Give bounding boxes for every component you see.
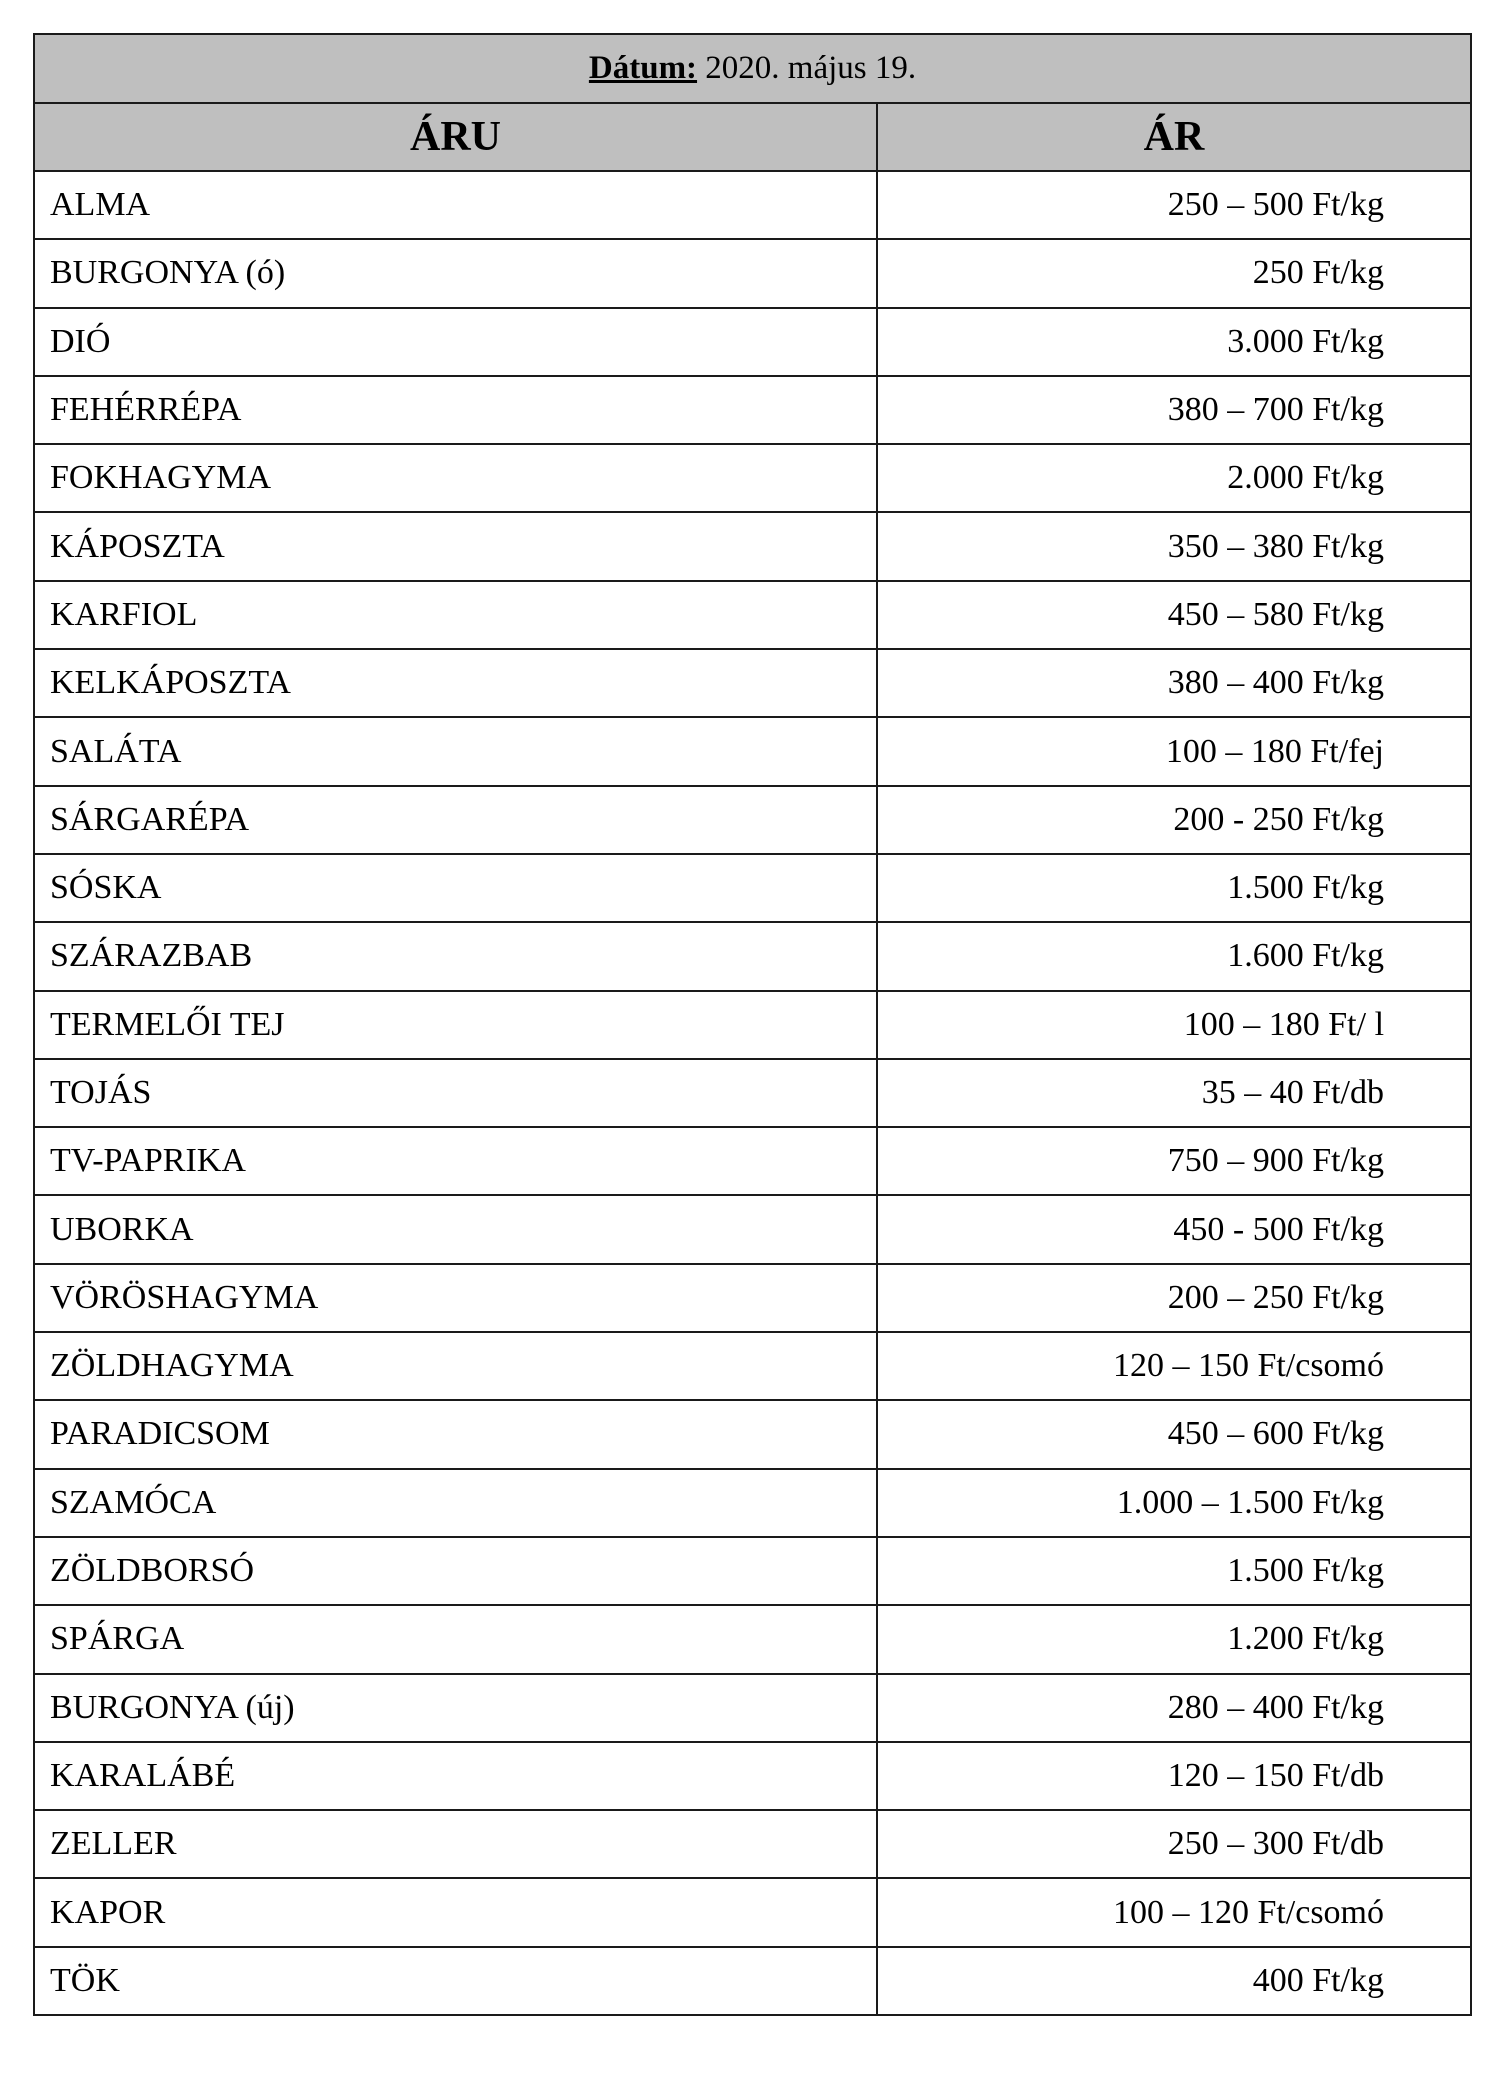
table-row [34,1742,1471,1810]
table-row [34,1810,1471,1878]
table-row [34,991,1471,1059]
price-cell: 380 – 700 Ft/kg [877,376,1471,444]
price-cell: 280 – 400 Ft/kg [877,1674,1471,1742]
table-row [34,1400,1471,1468]
table-row [34,1878,1471,1946]
table-row [34,1332,1471,1400]
item-name-cell: KÁPOSZTA [34,512,877,580]
price-cell: 250 Ft/kg [877,239,1471,307]
item-name-cell: FEHÉRRÉPA [34,376,877,444]
item-name-cell: SPÁRGA [34,1605,877,1673]
price-cell: 750 – 900 Ft/kg [877,1127,1471,1195]
price-cell: 3.000 Ft/kg [877,308,1471,376]
price-cell: 100 – 120 Ft/csomó [877,1878,1471,1946]
table-row [34,786,1471,854]
item-name-cell: ALMA [34,171,877,239]
item-name-cell: SÁRGARÉPA [34,786,877,854]
price-cell: 35 – 40 Ft/db [877,1059,1471,1127]
item-name-cell: KAPOR [34,1878,877,1946]
column-header-item: ÁRU [34,103,877,171]
item-name-cell: SZÁRAZBAB [34,922,877,990]
column-header-price: ÁR [877,103,1471,171]
table-row [34,1674,1471,1742]
price-cell: 450 – 580 Ft/kg [877,581,1471,649]
date-header-row [34,34,1471,103]
price-cell: 1.200 Ft/kg [877,1605,1471,1673]
table-row [34,581,1471,649]
item-name-cell: FOKHAGYMA [34,444,877,512]
table-row [34,1127,1471,1195]
item-name-cell: TÖK [34,1947,877,2015]
item-name-cell: BURGONYA (ó) [34,239,877,307]
table-row [34,1264,1471,1332]
item-name-cell: SÓSKA [34,854,877,922]
date-value: 2020. május 19. [697,50,917,86]
table-row [34,376,1471,444]
table-row [34,1059,1471,1127]
item-name-cell: ZELLER [34,1810,877,1878]
table-row [34,1947,1471,2015]
item-name-cell: DIÓ [34,308,877,376]
price-cell: 250 – 300 Ft/db [877,1810,1471,1878]
table-row [34,512,1471,580]
price-cell: 250 – 500 Ft/kg [877,171,1471,239]
item-name-cell: PARADICSOM [34,1400,877,1468]
price-cell: 450 – 600 Ft/kg [877,1400,1471,1468]
price-cell: 400 Ft/kg [877,1947,1471,2015]
item-name-cell: SALÁTA [34,717,877,785]
price-table [33,33,1472,2016]
table-row [34,171,1471,239]
item-name-cell: ZÖLDHAGYMA [34,1332,877,1400]
price-cell: 2.000 Ft/kg [877,444,1471,512]
table-row [34,649,1471,717]
price-cell: 350 – 380 Ft/kg [877,512,1471,580]
item-name-cell: TERMELŐI TEJ [34,991,877,1059]
item-name-cell: BURGONYA (új) [34,1674,877,1742]
date-cell [34,34,1471,103]
item-name-cell: VÖRÖSHAGYMA [34,1264,877,1332]
price-cell: 1.500 Ft/kg [877,1537,1471,1605]
price-cell: 200 – 250 Ft/kg [877,1264,1471,1332]
price-cell: 1.500 Ft/kg [877,854,1471,922]
item-name-cell: TOJÁS [34,1059,877,1127]
price-cell: 100 – 180 Ft/fej [877,717,1471,785]
table-row [34,1537,1471,1605]
table-row [34,444,1471,512]
table-row [34,1605,1471,1673]
item-name-cell: SZAMÓCA [34,1469,877,1537]
item-name-cell: ZÖLDBORSÓ [34,1537,877,1605]
item-name-cell: KELKÁPOSZTA [34,649,877,717]
table-row [34,854,1471,922]
price-cell: 450 - 500 Ft/kg [877,1195,1471,1263]
item-name-cell: UBORKA [34,1195,877,1263]
table-row [34,1195,1471,1263]
price-cell: 1.600 Ft/kg [877,922,1471,990]
item-name-cell: KARALÁBÉ [34,1742,877,1810]
price-cell: 120 – 150 Ft/db [877,1742,1471,1810]
date-label: Dátum: [588,50,698,86]
price-cell: 120 – 150 Ft/csomó [877,1332,1471,1400]
table-row [34,239,1471,307]
price-cell: 1.000 – 1.500 Ft/kg [877,1469,1471,1537]
price-cell: 380 – 400 Ft/kg [877,649,1471,717]
column-header-row [34,103,1471,171]
table-row [34,1469,1471,1537]
table-row [34,922,1471,990]
table-row [34,717,1471,785]
price-cell: 200 - 250 Ft/kg [877,786,1471,854]
price-cell: 100 – 180 Ft/ l [877,991,1471,1059]
table-row [34,308,1471,376]
item-name-cell: TV-PAPRIKA [34,1127,877,1195]
item-name-cell: KARFIOL [34,581,877,649]
